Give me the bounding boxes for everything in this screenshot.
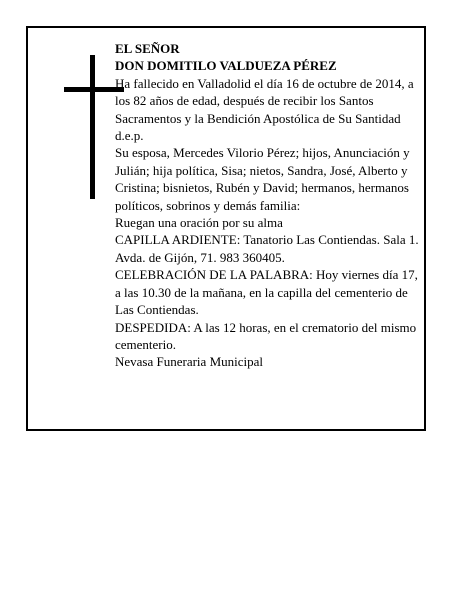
deceased-name: DON DOMITILO VALDUEZA PÉREZ (115, 58, 337, 74)
family-list: Su esposa, Mercedes Vilorio Pérez; hijos, Anunciación y Julián; hija política, Sisa; nietos, Sandra, José, Alberto y Cristina; bisnietos, Rubén y David; hermanos, hermanos políticos, sobrinos y demás familia: (115, 145, 410, 213)
farewell-info: DESPEDIDA: A las 12 horas, en el crematorio del mismo cementerio. (115, 319, 417, 352)
celebration-info: CELEBRACIÓN DE LA PALABRA: Hoy viernes día 17, a las 10.30 de la mañana, en la capilla del cementerio de Las Contiendas. (115, 267, 418, 318)
obituary-notice (26, 26, 426, 431)
funeral-home: Nevasa Funeraria Municipal (115, 354, 264, 370)
notice-body (115, 40, 425, 371)
notice-title: EL SEÑOR (115, 41, 180, 56)
prayer-request: Ruegan una oración por su alma (115, 215, 283, 231)
death-announcement: Ha fallecido en Valladolid el día 16 de octubre de 2014, a los 82 años de edad, después de recibir los Santos Sacramentos y la Bendición Apostólica de Su Santidad d.e.p. (115, 75, 414, 144)
chapel-info: CAPILLA ARDIENTE: Tanatorio Las Contiendas. Sala 1. Avda. de Gijón, 71. 983 360405. (115, 232, 419, 265)
cross-vertical-bar (90, 55, 95, 199)
